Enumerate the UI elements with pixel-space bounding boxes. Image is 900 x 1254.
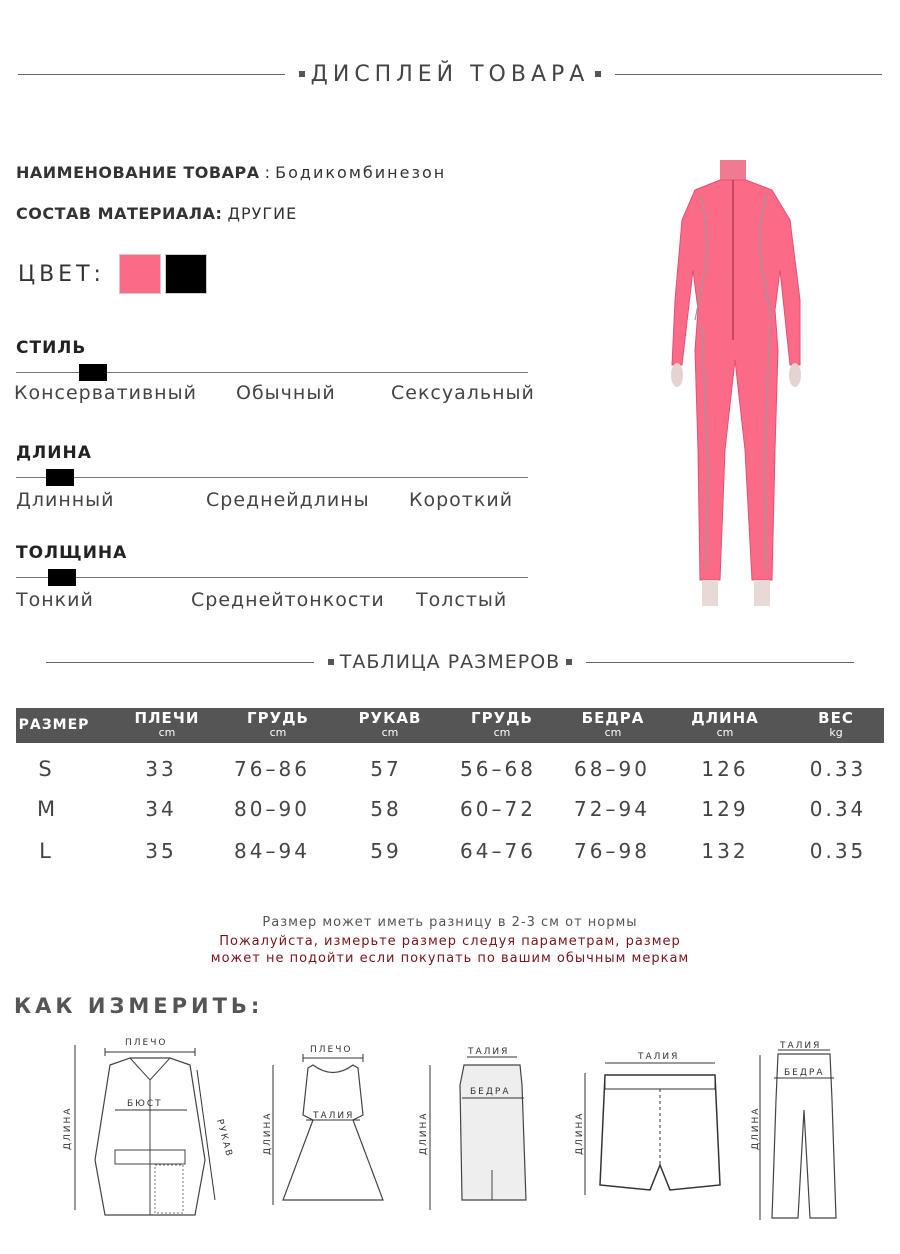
col-header-length: ДЛИНА cm — [691, 709, 759, 739]
thickness-option-thick: Толстый — [416, 589, 508, 611]
length-label: ДЛИНА — [751, 1106, 761, 1150]
col-header-size: РАЗМЕР — [18, 717, 90, 733]
product-photo — [640, 150, 830, 610]
product-name-label: НАИМЕНОВАНИЕ ТОВАРА — [16, 163, 260, 182]
cell-weight: 0.34 — [809, 797, 867, 821]
thickness-scale — [16, 543, 528, 623]
table-row — [16, 797, 884, 839]
cell-shoulders: 34 — [145, 797, 177, 821]
thickness-scale-title: ТОЛЩИНА — [16, 543, 128, 563]
length-scale-marker — [46, 469, 74, 486]
style-option-casual: Обычный — [236, 382, 336, 404]
length-scale-track — [16, 477, 528, 478]
cell-shoulders: 33 — [145, 757, 177, 781]
dress-outline-icon — [258, 1040, 398, 1220]
material-row — [16, 204, 297, 223]
sleeve-label: РУКАВ — [214, 1118, 235, 1160]
cell-length: 129 — [701, 797, 749, 821]
cell-bust: 80–90 — [234, 797, 310, 821]
cell-bust: 76–86 — [234, 757, 310, 781]
cell-weight: 0.33 — [809, 757, 867, 781]
cell-size: L — [39, 839, 51, 863]
product-name-value: Бодикомбинезон — [275, 163, 447, 182]
thickness-scale-track — [16, 577, 528, 578]
color-label: ЦВЕТ: — [18, 261, 105, 287]
color-swatch-black[interactable] — [165, 254, 207, 294]
size-table-header — [46, 650, 854, 674]
style-scale — [14, 338, 535, 418]
cell-sleeve: 57 — [370, 757, 402, 781]
divider-line — [615, 74, 882, 75]
length-option-medium: Среднейдлины — [206, 489, 370, 511]
measure-advice-line-2: может не подойти если покупать по вашим обычным меркам — [210, 951, 690, 966]
waist-label: ТАЛИЯ — [638, 1052, 680, 1062]
cell-sleeve: 59 — [370, 839, 402, 863]
cell-bust-2: 56–68 — [460, 757, 536, 781]
size-table-head — [16, 708, 884, 743]
size-table-title: ТАБЛИЦА РАЗМЕРОВ — [339, 651, 561, 673]
thickness-scale-marker — [48, 569, 76, 586]
shorts-measure-diagram — [570, 1045, 740, 1205]
bullet-square-icon — [566, 659, 572, 665]
product-name-row — [16, 163, 446, 182]
jumpsuit-illustration — [640, 150, 830, 610]
style-option-conservative: Консервативный — [14, 382, 197, 404]
col-header-bust: ГРУДЬ cm — [247, 709, 309, 739]
shorts-outline-icon — [570, 1045, 740, 1205]
pants-measure-diagram — [748, 1040, 848, 1225]
cell-length: 132 — [701, 839, 749, 863]
cell-length: 126 — [701, 757, 749, 781]
col-header-shoulders: ПЛЕЧИ cm — [134, 709, 200, 739]
thickness-option-thin: Тонкий — [16, 589, 94, 611]
skirt-measure-diagram — [412, 1040, 532, 1220]
cell-weight: 0.35 — [809, 839, 867, 863]
product-name-separator: : — [259, 163, 276, 182]
cell-bust: 84–94 — [234, 839, 310, 863]
cell-size: S — [38, 757, 52, 781]
bullet-square-icon — [595, 71, 601, 77]
jacket-outline-icon — [55, 1030, 245, 1220]
cell-hips: 72–94 — [574, 797, 650, 821]
thickness-option-medium: Среднейтонкости — [191, 589, 385, 611]
material-value: ДРУГИЕ — [227, 204, 298, 223]
skirt-outline-icon — [412, 1040, 532, 1220]
jacket-measure-diagram — [55, 1030, 245, 1220]
cell-sleeve: 58 — [370, 797, 402, 821]
hips-label: БЕДРА — [470, 1087, 511, 1097]
measure-advice-line-1: Пожалуйста, измерьте размер следуя параметрам, размер — [219, 934, 681, 949]
length-option-short: Короткий — [409, 489, 514, 511]
table-row — [16, 757, 884, 797]
waist-label: ТАЛИЯ — [313, 1111, 355, 1121]
divider-line — [46, 662, 314, 663]
style-scale-title: СТИЛЬ — [16, 338, 87, 358]
col-header-bust-2: ГРУДЬ cm — [471, 709, 533, 739]
col-header-weight: ВЕС kg — [818, 709, 854, 739]
cell-hips: 76–98 — [574, 839, 650, 863]
waist-label: ТАЛИЯ — [780, 1041, 822, 1051]
bust-label: БЮСТ — [127, 1099, 163, 1109]
cell-hips: 68–90 — [574, 757, 650, 781]
col-header-sleeve: РУКАВ cm — [358, 709, 422, 739]
product-display-header — [18, 60, 882, 88]
length-label: ДЛИНА — [419, 1111, 429, 1155]
shoulder-label: ПЛЕЧО — [310, 1045, 353, 1055]
style-option-sexy: Сексуальный — [391, 382, 535, 404]
col-header-hips: БЕДРА cm — [581, 709, 645, 739]
color-row — [18, 254, 211, 294]
length-label: ДЛИНА — [263, 1111, 273, 1155]
bullet-square-icon — [299, 71, 305, 77]
cell-shoulders: 35 — [145, 839, 177, 863]
cell-size: M — [36, 797, 56, 821]
dress-measure-diagram — [258, 1040, 398, 1220]
length-scale-title: ДЛИНА — [16, 443, 92, 463]
length-scale — [16, 443, 528, 523]
pants-outline-icon — [748, 1040, 848, 1225]
table-row — [16, 839, 884, 879]
length-option-long: Длинный — [16, 489, 115, 511]
size-difference-note: Размер может иметь разницу в 2-3 см от нормы — [262, 915, 638, 930]
color-swatch-pink[interactable] — [119, 254, 161, 294]
style-scale-marker — [79, 364, 107, 381]
shoulder-label: ПЛЕЧО — [125, 1038, 168, 1048]
length-label: ДЛИНА — [575, 1111, 585, 1155]
cell-bust-2: 64–76 — [460, 839, 536, 863]
waist-label: ТАЛИЯ — [468, 1047, 510, 1057]
divider-line — [18, 74, 285, 75]
length-label: ДЛИНА — [63, 1106, 73, 1150]
hips-label: БЕДРА — [784, 1068, 825, 1078]
how-to-measure-title: КАК ИЗМЕРИТЬ: — [14, 994, 264, 1018]
product-display-title: ДИСПЛЕЙ ТОВАРА — [310, 61, 590, 87]
bullet-square-icon — [328, 659, 334, 665]
cell-bust-2: 60–72 — [460, 797, 536, 821]
divider-line — [586, 662, 854, 663]
size-table — [16, 708, 884, 879]
material-label: СОСТАВ МАТЕРИАЛА: — [16, 204, 223, 223]
